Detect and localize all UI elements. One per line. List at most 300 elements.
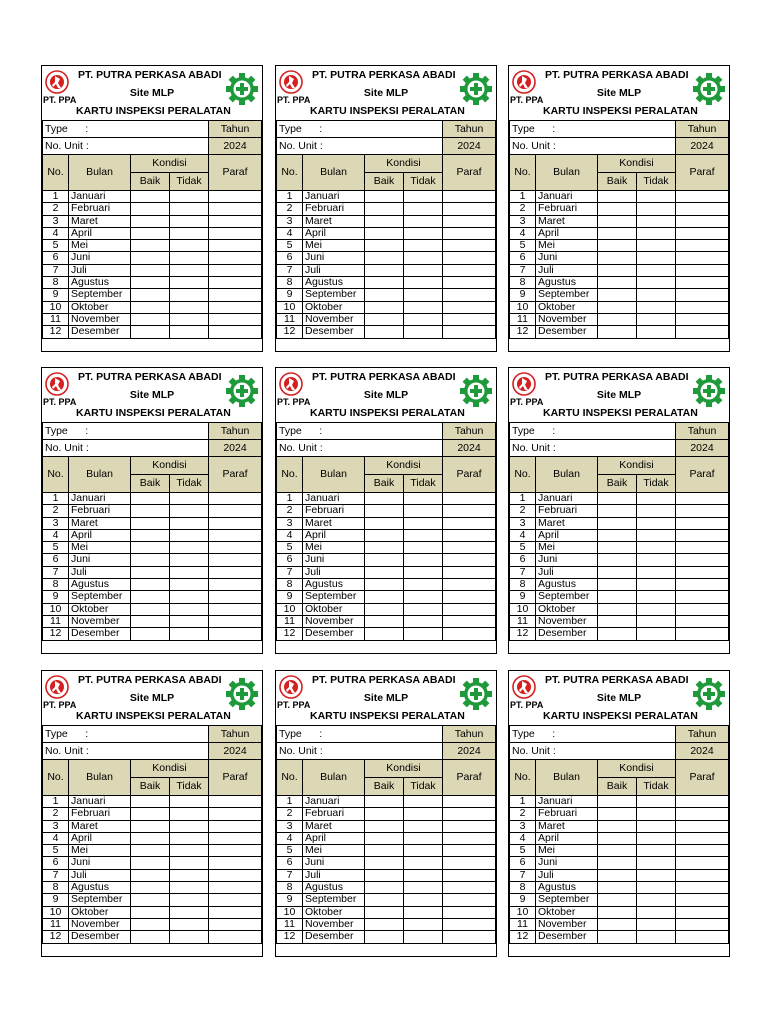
- tidak-cell[interactable]: [637, 277, 676, 289]
- baik-cell[interactable]: [365, 301, 404, 313]
- baik-cell[interactable]: [131, 796, 170, 808]
- baik-cell[interactable]: [365, 796, 404, 808]
- tidak-cell[interactable]: [170, 796, 209, 808]
- tidak-cell[interactable]: [404, 579, 443, 591]
- paraf-cell[interactable]: [209, 277, 262, 289]
- paraf-cell[interactable]: [209, 529, 262, 541]
- baik-cell[interactable]: [598, 820, 637, 832]
- type-field[interactable]: Type :: [43, 121, 209, 138]
- type-field[interactable]: Type :: [510, 726, 676, 743]
- tidak-cell[interactable]: [404, 832, 443, 844]
- baik-cell[interactable]: [131, 918, 170, 930]
- baik-cell[interactable]: [131, 191, 170, 203]
- baik-cell[interactable]: [598, 931, 637, 943]
- tidak-cell[interactable]: [404, 301, 443, 313]
- baik-cell[interactable]: [131, 845, 170, 857]
- baik-cell[interactable]: [598, 845, 637, 857]
- tidak-cell[interactable]: [637, 832, 676, 844]
- paraf-cell[interactable]: [443, 591, 496, 603]
- paraf-cell[interactable]: [676, 808, 729, 820]
- tidak-cell[interactable]: [170, 579, 209, 591]
- paraf-cell[interactable]: [676, 931, 729, 943]
- paraf-cell[interactable]: [443, 252, 496, 264]
- paraf-cell[interactable]: [443, 857, 496, 869]
- paraf-cell[interactable]: [209, 215, 262, 227]
- baik-cell[interactable]: [131, 628, 170, 640]
- baik-cell[interactable]: [598, 277, 637, 289]
- baik-cell[interactable]: [131, 505, 170, 517]
- paraf-cell[interactable]: [443, 808, 496, 820]
- tidak-cell[interactable]: [170, 615, 209, 627]
- baik-cell[interactable]: [598, 240, 637, 252]
- tidak-cell[interactable]: [170, 566, 209, 578]
- tidak-cell[interactable]: [404, 628, 443, 640]
- paraf-cell[interactable]: [443, 529, 496, 541]
- paraf-cell[interactable]: [443, 628, 496, 640]
- baik-cell[interactable]: [131, 931, 170, 943]
- tidak-cell[interactable]: [170, 203, 209, 215]
- tidak-cell[interactable]: [637, 505, 676, 517]
- tidak-cell[interactable]: [637, 796, 676, 808]
- tidak-cell[interactable]: [637, 264, 676, 276]
- paraf-cell[interactable]: [209, 615, 262, 627]
- type-field[interactable]: Type :: [277, 726, 443, 743]
- baik-cell[interactable]: [131, 517, 170, 529]
- tidak-cell[interactable]: [404, 808, 443, 820]
- tidak-cell[interactable]: [170, 628, 209, 640]
- paraf-cell[interactable]: [209, 289, 262, 301]
- paraf-cell[interactable]: [676, 203, 729, 215]
- baik-cell[interactable]: [598, 808, 637, 820]
- paraf-cell[interactable]: [443, 554, 496, 566]
- tidak-cell[interactable]: [170, 517, 209, 529]
- tidak-cell[interactable]: [170, 313, 209, 325]
- paraf-cell[interactable]: [676, 566, 729, 578]
- paraf-cell[interactable]: [443, 566, 496, 578]
- tidak-cell[interactable]: [637, 869, 676, 881]
- tidak-cell[interactable]: [404, 313, 443, 325]
- paraf-cell[interactable]: [676, 252, 729, 264]
- baik-cell[interactable]: [131, 326, 170, 338]
- tidak-cell[interactable]: [637, 191, 676, 203]
- tidak-cell[interactable]: [404, 227, 443, 239]
- baik-cell[interactable]: [131, 832, 170, 844]
- baik-cell[interactable]: [365, 227, 404, 239]
- tidak-cell[interactable]: [170, 289, 209, 301]
- paraf-cell[interactable]: [209, 313, 262, 325]
- paraf-cell[interactable]: [676, 579, 729, 591]
- tidak-cell[interactable]: [637, 227, 676, 239]
- paraf-cell[interactable]: [676, 615, 729, 627]
- baik-cell[interactable]: [131, 579, 170, 591]
- tidak-cell[interactable]: [404, 203, 443, 215]
- paraf-cell[interactable]: [443, 505, 496, 517]
- baik-cell[interactable]: [365, 529, 404, 541]
- baik-cell[interactable]: [365, 832, 404, 844]
- tidak-cell[interactable]: [404, 215, 443, 227]
- tidak-cell[interactable]: [170, 264, 209, 276]
- paraf-cell[interactable]: [676, 918, 729, 930]
- baik-cell[interactable]: [131, 857, 170, 869]
- baik-cell[interactable]: [131, 554, 170, 566]
- baik-cell[interactable]: [131, 882, 170, 894]
- paraf-cell[interactable]: [443, 820, 496, 832]
- paraf-cell[interactable]: [676, 505, 729, 517]
- paraf-cell[interactable]: [209, 227, 262, 239]
- type-field[interactable]: Type :: [510, 121, 676, 138]
- baik-cell[interactable]: [598, 591, 637, 603]
- tidak-cell[interactable]: [637, 517, 676, 529]
- baik-cell[interactable]: [598, 517, 637, 529]
- tidak-cell[interactable]: [404, 264, 443, 276]
- type-field[interactable]: Type :: [510, 423, 676, 440]
- paraf-cell[interactable]: [209, 554, 262, 566]
- baik-cell[interactable]: [365, 493, 404, 505]
- paraf-cell[interactable]: [676, 191, 729, 203]
- unit-field[interactable]: No. Unit :: [510, 138, 676, 155]
- baik-cell[interactable]: [365, 882, 404, 894]
- baik-cell[interactable]: [598, 252, 637, 264]
- paraf-cell[interactable]: [676, 301, 729, 313]
- paraf-cell[interactable]: [209, 591, 262, 603]
- paraf-cell[interactable]: [676, 542, 729, 554]
- paraf-cell[interactable]: [443, 603, 496, 615]
- paraf-cell[interactable]: [209, 796, 262, 808]
- baik-cell[interactable]: [365, 845, 404, 857]
- tidak-cell[interactable]: [170, 191, 209, 203]
- paraf-cell[interactable]: [209, 505, 262, 517]
- paraf-cell[interactable]: [676, 289, 729, 301]
- paraf-cell[interactable]: [443, 542, 496, 554]
- tidak-cell[interactable]: [637, 591, 676, 603]
- baik-cell[interactable]: [365, 326, 404, 338]
- baik-cell[interactable]: [131, 277, 170, 289]
- paraf-cell[interactable]: [676, 820, 729, 832]
- paraf-cell[interactable]: [443, 882, 496, 894]
- tidak-cell[interactable]: [170, 894, 209, 906]
- paraf-cell[interactable]: [676, 554, 729, 566]
- tidak-cell[interactable]: [637, 845, 676, 857]
- tidak-cell[interactable]: [637, 554, 676, 566]
- tidak-cell[interactable]: [637, 906, 676, 918]
- baik-cell[interactable]: [365, 554, 404, 566]
- tidak-cell[interactable]: [170, 931, 209, 943]
- baik-cell[interactable]: [365, 289, 404, 301]
- baik-cell[interactable]: [365, 542, 404, 554]
- paraf-cell[interactable]: [209, 918, 262, 930]
- tidak-cell[interactable]: [404, 931, 443, 943]
- paraf-cell[interactable]: [443, 191, 496, 203]
- tidak-cell[interactable]: [170, 857, 209, 869]
- baik-cell[interactable]: [131, 289, 170, 301]
- baik-cell[interactable]: [598, 529, 637, 541]
- baik-cell[interactable]: [598, 289, 637, 301]
- tidak-cell[interactable]: [404, 857, 443, 869]
- baik-cell[interactable]: [365, 215, 404, 227]
- baik-cell[interactable]: [365, 591, 404, 603]
- tidak-cell[interactable]: [170, 906, 209, 918]
- tidak-cell[interactable]: [404, 566, 443, 578]
- baik-cell[interactable]: [365, 191, 404, 203]
- tidak-cell[interactable]: [404, 517, 443, 529]
- paraf-cell[interactable]: [676, 894, 729, 906]
- paraf-cell[interactable]: [443, 517, 496, 529]
- baik-cell[interactable]: [365, 869, 404, 881]
- tidak-cell[interactable]: [170, 832, 209, 844]
- baik-cell[interactable]: [365, 615, 404, 627]
- tidak-cell[interactable]: [637, 603, 676, 615]
- baik-cell[interactable]: [131, 240, 170, 252]
- paraf-cell[interactable]: [209, 628, 262, 640]
- paraf-cell[interactable]: [209, 869, 262, 881]
- baik-cell[interactable]: [131, 603, 170, 615]
- paraf-cell[interactable]: [209, 882, 262, 894]
- paraf-cell[interactable]: [443, 313, 496, 325]
- paraf-cell[interactable]: [209, 808, 262, 820]
- baik-cell[interactable]: [365, 313, 404, 325]
- baik-cell[interactable]: [131, 252, 170, 264]
- paraf-cell[interactable]: [443, 277, 496, 289]
- tidak-cell[interactable]: [170, 591, 209, 603]
- tidak-cell[interactable]: [170, 326, 209, 338]
- tidak-cell[interactable]: [170, 845, 209, 857]
- baik-cell[interactable]: [365, 566, 404, 578]
- paraf-cell[interactable]: [676, 493, 729, 505]
- paraf-cell[interactable]: [676, 529, 729, 541]
- paraf-cell[interactable]: [676, 591, 729, 603]
- tidak-cell[interactable]: [637, 808, 676, 820]
- paraf-cell[interactable]: [209, 832, 262, 844]
- tidak-cell[interactable]: [404, 326, 443, 338]
- baik-cell[interactable]: [131, 906, 170, 918]
- baik-cell[interactable]: [598, 301, 637, 313]
- tidak-cell[interactable]: [404, 882, 443, 894]
- baik-cell[interactable]: [131, 615, 170, 627]
- baik-cell[interactable]: [131, 203, 170, 215]
- baik-cell[interactable]: [598, 264, 637, 276]
- tidak-cell[interactable]: [170, 820, 209, 832]
- paraf-cell[interactable]: [443, 894, 496, 906]
- baik-cell[interactable]: [365, 894, 404, 906]
- type-field[interactable]: Type :: [43, 726, 209, 743]
- type-field[interactable]: Type :: [277, 121, 443, 138]
- tidak-cell[interactable]: [404, 252, 443, 264]
- tidak-cell[interactable]: [170, 277, 209, 289]
- baik-cell[interactable]: [131, 820, 170, 832]
- baik-cell[interactable]: [598, 894, 637, 906]
- tidak-cell[interactable]: [404, 542, 443, 554]
- paraf-cell[interactable]: [443, 493, 496, 505]
- baik-cell[interactable]: [131, 301, 170, 313]
- baik-cell[interactable]: [365, 931, 404, 943]
- paraf-cell[interactable]: [676, 857, 729, 869]
- tidak-cell[interactable]: [170, 554, 209, 566]
- baik-cell[interactable]: [131, 313, 170, 325]
- tidak-cell[interactable]: [170, 252, 209, 264]
- tidak-cell[interactable]: [404, 493, 443, 505]
- paraf-cell[interactable]: [443, 906, 496, 918]
- tidak-cell[interactable]: [637, 240, 676, 252]
- paraf-cell[interactable]: [209, 326, 262, 338]
- tidak-cell[interactable]: [404, 918, 443, 930]
- paraf-cell[interactable]: [443, 215, 496, 227]
- tidak-cell[interactable]: [637, 215, 676, 227]
- paraf-cell[interactable]: [443, 240, 496, 252]
- tidak-cell[interactable]: [404, 845, 443, 857]
- paraf-cell[interactable]: [443, 869, 496, 881]
- baik-cell[interactable]: [131, 869, 170, 881]
- baik-cell[interactable]: [131, 808, 170, 820]
- tidak-cell[interactable]: [404, 529, 443, 541]
- tidak-cell[interactable]: [637, 615, 676, 627]
- tidak-cell[interactable]: [637, 326, 676, 338]
- tidak-cell[interactable]: [170, 240, 209, 252]
- tidak-cell[interactable]: [404, 277, 443, 289]
- tidak-cell[interactable]: [170, 918, 209, 930]
- baik-cell[interactable]: [365, 252, 404, 264]
- paraf-cell[interactable]: [209, 517, 262, 529]
- baik-cell[interactable]: [598, 796, 637, 808]
- unit-field[interactable]: No. Unit :: [43, 138, 209, 155]
- paraf-cell[interactable]: [676, 277, 729, 289]
- paraf-cell[interactable]: [209, 493, 262, 505]
- paraf-cell[interactable]: [676, 869, 729, 881]
- baik-cell[interactable]: [598, 313, 637, 325]
- unit-field[interactable]: No. Unit :: [510, 743, 676, 760]
- baik-cell[interactable]: [365, 808, 404, 820]
- paraf-cell[interactable]: [209, 264, 262, 276]
- unit-field[interactable]: No. Unit :: [43, 743, 209, 760]
- baik-cell[interactable]: [598, 215, 637, 227]
- tidak-cell[interactable]: [404, 591, 443, 603]
- paraf-cell[interactable]: [676, 215, 729, 227]
- baik-cell[interactable]: [598, 542, 637, 554]
- baik-cell[interactable]: [131, 591, 170, 603]
- baik-cell[interactable]: [598, 493, 637, 505]
- tidak-cell[interactable]: [404, 603, 443, 615]
- baik-cell[interactable]: [365, 906, 404, 918]
- baik-cell[interactable]: [131, 227, 170, 239]
- baik-cell[interactable]: [598, 918, 637, 930]
- baik-cell[interactable]: [131, 215, 170, 227]
- tidak-cell[interactable]: [637, 301, 676, 313]
- tidak-cell[interactable]: [404, 615, 443, 627]
- paraf-cell[interactable]: [443, 326, 496, 338]
- tidak-cell[interactable]: [170, 808, 209, 820]
- baik-cell[interactable]: [365, 918, 404, 930]
- tidak-cell[interactable]: [637, 252, 676, 264]
- baik-cell[interactable]: [365, 820, 404, 832]
- tidak-cell[interactable]: [637, 542, 676, 554]
- paraf-cell[interactable]: [676, 882, 729, 894]
- unit-field[interactable]: No. Unit :: [277, 440, 443, 457]
- baik-cell[interactable]: [598, 505, 637, 517]
- tidak-cell[interactable]: [637, 579, 676, 591]
- baik-cell[interactable]: [598, 857, 637, 869]
- paraf-cell[interactable]: [443, 264, 496, 276]
- paraf-cell[interactable]: [443, 918, 496, 930]
- baik-cell[interactable]: [598, 554, 637, 566]
- baik-cell[interactable]: [131, 529, 170, 541]
- tidak-cell[interactable]: [170, 882, 209, 894]
- paraf-cell[interactable]: [209, 857, 262, 869]
- unit-field[interactable]: No. Unit :: [43, 440, 209, 457]
- tidak-cell[interactable]: [170, 493, 209, 505]
- paraf-cell[interactable]: [443, 615, 496, 627]
- paraf-cell[interactable]: [209, 820, 262, 832]
- baik-cell[interactable]: [598, 579, 637, 591]
- tidak-cell[interactable]: [404, 906, 443, 918]
- tidak-cell[interactable]: [170, 227, 209, 239]
- tidak-cell[interactable]: [637, 894, 676, 906]
- paraf-cell[interactable]: [209, 191, 262, 203]
- baik-cell[interactable]: [365, 240, 404, 252]
- unit-field[interactable]: No. Unit :: [277, 743, 443, 760]
- baik-cell[interactable]: [598, 326, 637, 338]
- tidak-cell[interactable]: [170, 542, 209, 554]
- paraf-cell[interactable]: [209, 931, 262, 943]
- baik-cell[interactable]: [365, 628, 404, 640]
- paraf-cell[interactable]: [676, 517, 729, 529]
- baik-cell[interactable]: [598, 906, 637, 918]
- paraf-cell[interactable]: [676, 264, 729, 276]
- tidak-cell[interactable]: [170, 529, 209, 541]
- paraf-cell[interactable]: [209, 845, 262, 857]
- paraf-cell[interactable]: [676, 832, 729, 844]
- tidak-cell[interactable]: [170, 215, 209, 227]
- baik-cell[interactable]: [365, 277, 404, 289]
- paraf-cell[interactable]: [209, 203, 262, 215]
- tidak-cell[interactable]: [404, 505, 443, 517]
- tidak-cell[interactable]: [637, 203, 676, 215]
- baik-cell[interactable]: [131, 542, 170, 554]
- baik-cell[interactable]: [131, 264, 170, 276]
- paraf-cell[interactable]: [676, 845, 729, 857]
- baik-cell[interactable]: [598, 832, 637, 844]
- tidak-cell[interactable]: [170, 603, 209, 615]
- paraf-cell[interactable]: [209, 542, 262, 554]
- baik-cell[interactable]: [365, 517, 404, 529]
- tidak-cell[interactable]: [637, 566, 676, 578]
- tidak-cell[interactable]: [170, 869, 209, 881]
- paraf-cell[interactable]: [676, 227, 729, 239]
- tidak-cell[interactable]: [637, 529, 676, 541]
- tidak-cell[interactable]: [404, 289, 443, 301]
- tidak-cell[interactable]: [637, 931, 676, 943]
- baik-cell[interactable]: [365, 203, 404, 215]
- tidak-cell[interactable]: [404, 240, 443, 252]
- tidak-cell[interactable]: [637, 313, 676, 325]
- tidak-cell[interactable]: [637, 882, 676, 894]
- paraf-cell[interactable]: [209, 894, 262, 906]
- tidak-cell[interactable]: [404, 869, 443, 881]
- paraf-cell[interactable]: [443, 931, 496, 943]
- tidak-cell[interactable]: [404, 796, 443, 808]
- tidak-cell[interactable]: [637, 820, 676, 832]
- baik-cell[interactable]: [365, 505, 404, 517]
- tidak-cell[interactable]: [170, 301, 209, 313]
- baik-cell[interactable]: [598, 869, 637, 881]
- tidak-cell[interactable]: [404, 191, 443, 203]
- paraf-cell[interactable]: [676, 796, 729, 808]
- paraf-cell[interactable]: [209, 301, 262, 313]
- paraf-cell[interactable]: [209, 603, 262, 615]
- paraf-cell[interactable]: [676, 628, 729, 640]
- baik-cell[interactable]: [131, 894, 170, 906]
- baik-cell[interactable]: [598, 227, 637, 239]
- tidak-cell[interactable]: [637, 289, 676, 301]
- baik-cell[interactable]: [365, 264, 404, 276]
